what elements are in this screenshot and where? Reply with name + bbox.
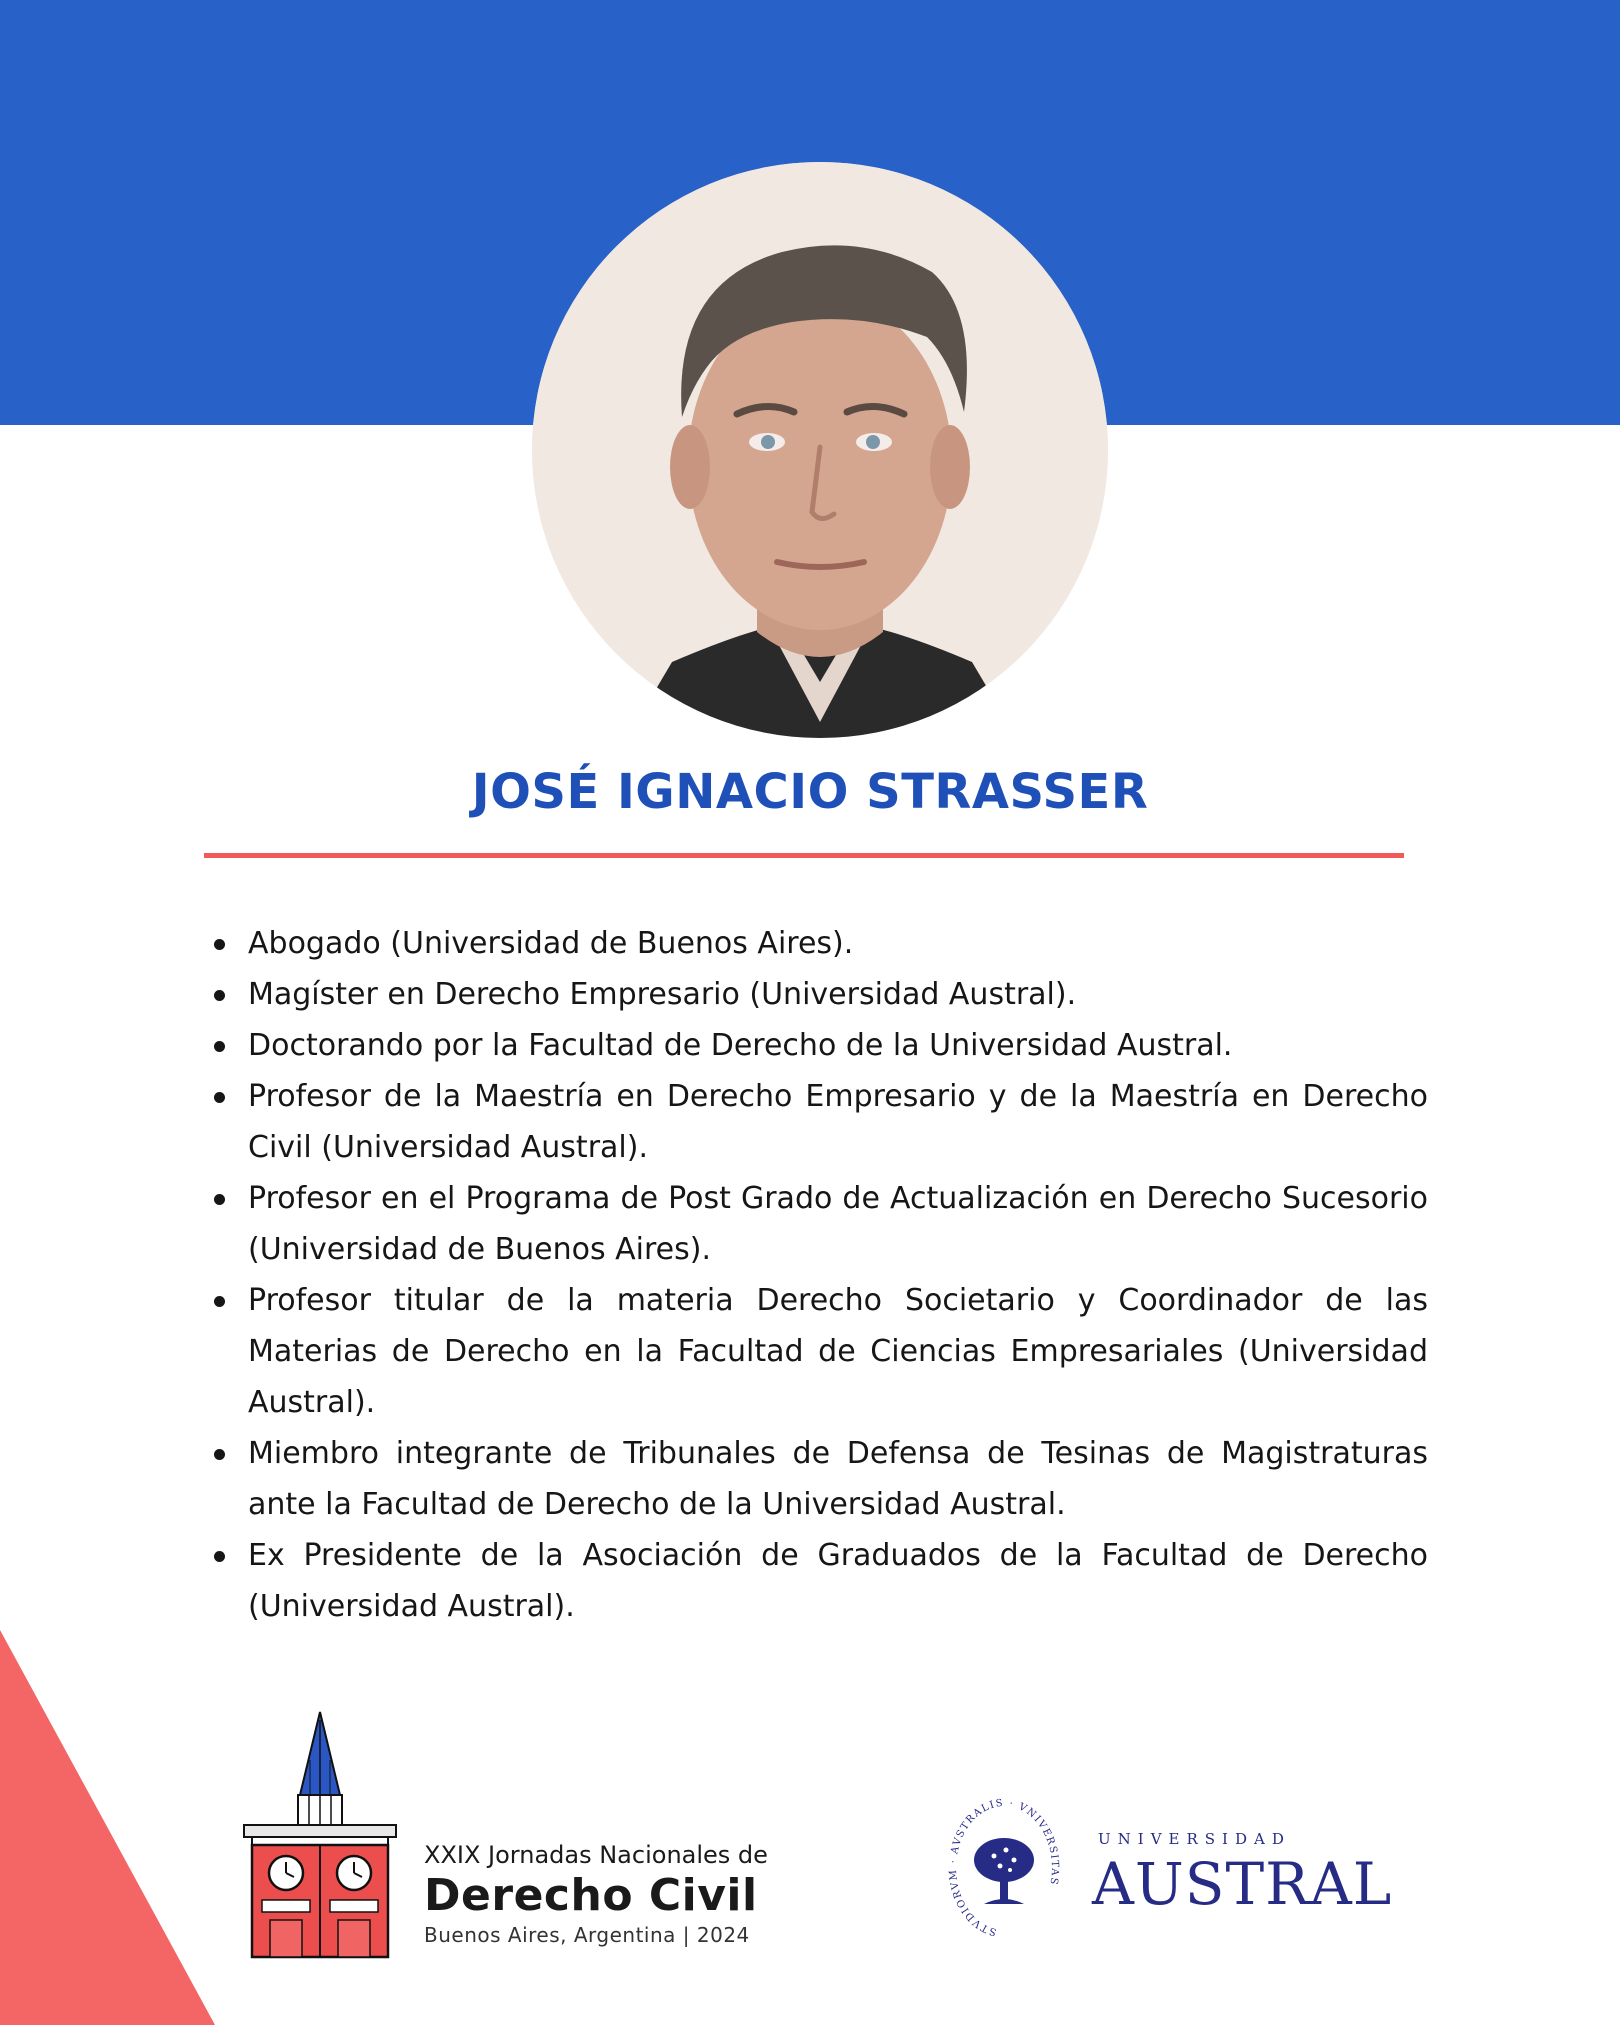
bio-item: Profesor titular de la materia Derecho Societario y Coordinador de las Materias de Derecho en la Facultad de Ciencias Empresariales (Universidad Austral). <box>248 1275 1428 1428</box>
bio-list <box>212 918 1428 1632</box>
austral-seal-icon <box>948 1790 1060 1950</box>
jornadas-edition: XXIX Jornadas Nacionales de <box>424 1841 768 1869</box>
bio-item: Doctorando por la Facultad de Derecho de la Universidad Austral. <box>248 1020 1428 1071</box>
jornadas-title: Derecho Civil <box>424 1870 758 1921</box>
portrait-illustration <box>532 162 1108 738</box>
corner-triangle <box>0 1630 215 2025</box>
bio-item: Abogado (Universidad de Buenos Aires). <box>248 918 1428 969</box>
svg-text:STVDIORVM · AVSTRALIS · VNIVER: STVDIORVM · AVSTRALIS · VNIVERSITAS <box>948 1797 1060 1938</box>
universidad-austral-logo <box>948 1790 1408 1950</box>
speaker-name: JOSÉ IGNACIO STRASSER <box>471 764 1149 820</box>
bio-item: Profesor de la Maestría en Derecho Empresario y de la Maestría en Derecho Civil (Universidad Austral). <box>248 1071 1428 1173</box>
jornadas-text <box>424 1840 768 1948</box>
speaker-photo <box>532 162 1108 738</box>
bio-item: Profesor en el Programa de Post Grado de Actualización en Derecho Sucesorio (Universidad de Buenos Aires). <box>248 1173 1428 1275</box>
austral-wordmark: AUSTRAL <box>1092 1850 1393 1918</box>
bio-item: Magíster en Derecho Empresario (Universidad Austral). <box>248 969 1428 1020</box>
jornadas-location-year: Buenos Aires, Argentina | 2024 <box>424 1923 750 1947</box>
bio-item: Miembro integrante de Tribunales de Defensa de Tesinas de Magistraturas ante la Facultad de Derecho de la Universidad Austral. <box>248 1428 1428 1530</box>
universidad-label: UNIVERSIDAD <box>1098 1830 1291 1848</box>
bio-item: Ex Presidente de la Asociación de Graduados de la Facultad de Derecho (Universidad Austral). <box>248 1530 1428 1632</box>
clock-tower-icon <box>240 1710 400 1960</box>
jornadas-logo <box>240 1710 800 1960</box>
divider-rule <box>204 853 1404 858</box>
